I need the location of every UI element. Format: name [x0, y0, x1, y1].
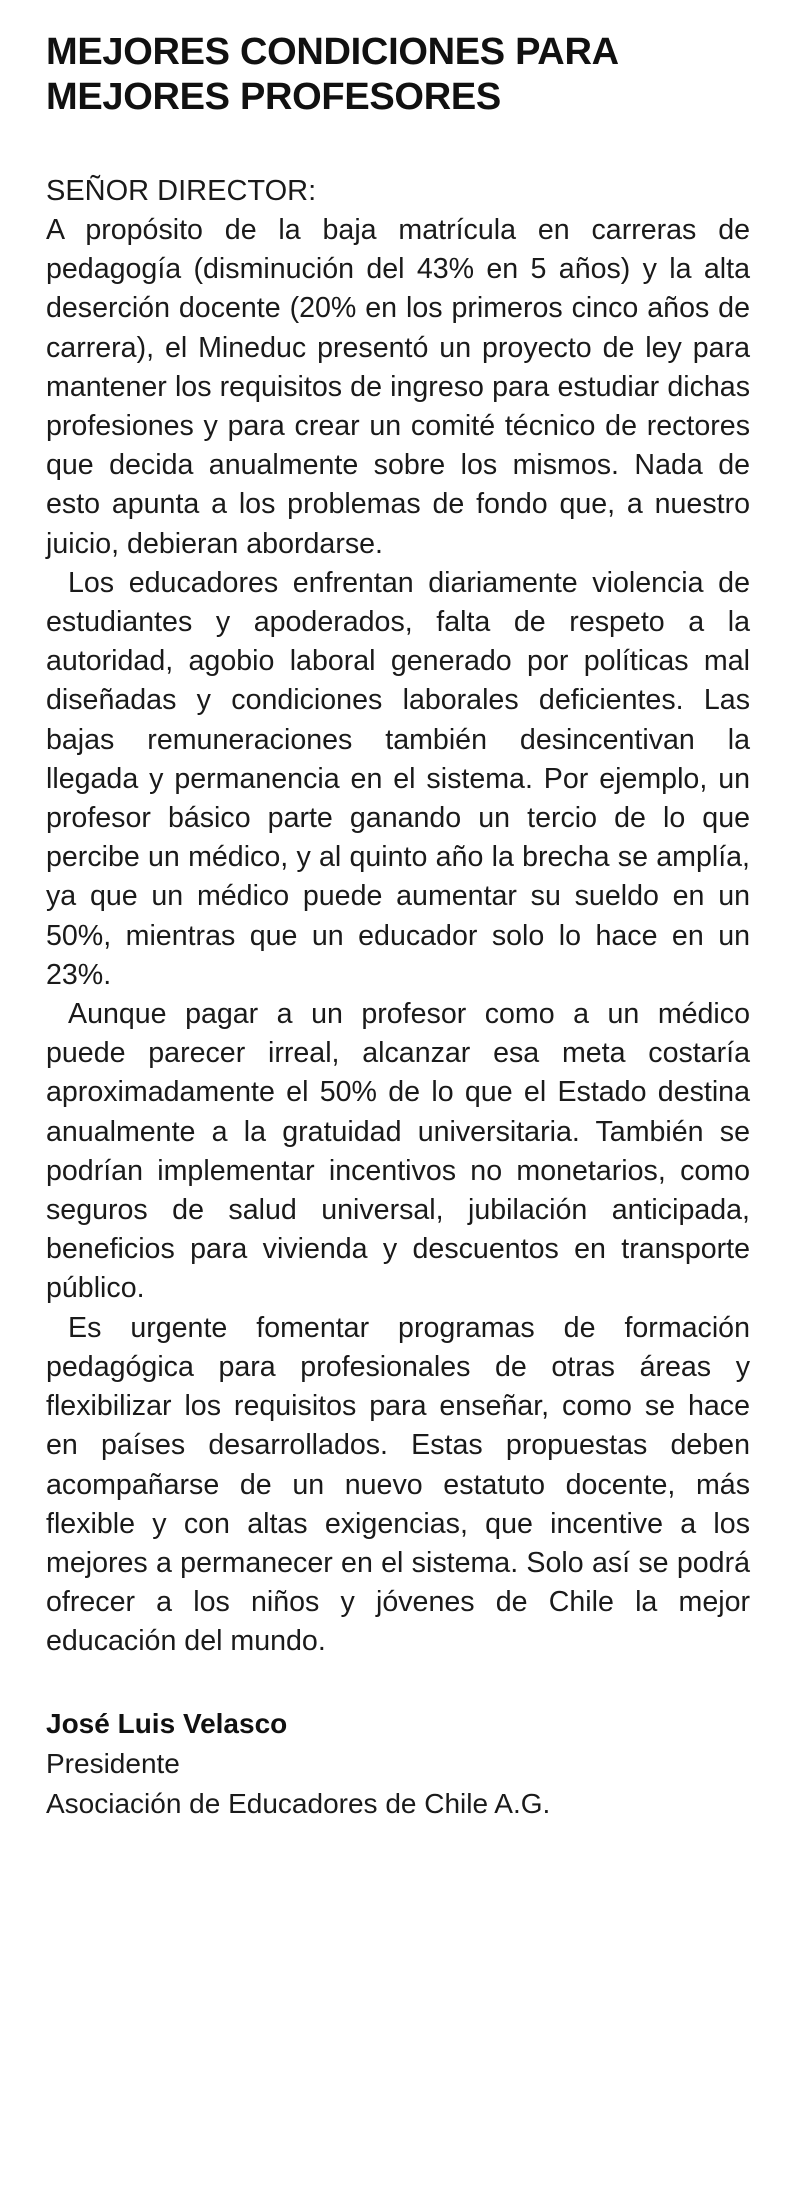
headline-line-2: MEJORES PROFESORES: [46, 76, 501, 118]
author-name: José Luis Velasco: [46, 1707, 288, 1739]
salutation: SEÑOR DIRECTOR:: [46, 175, 317, 207]
paragraph-4: Es urgente fomentar programas de formación pedagógica para profesionales de otras áreas y flexibilizar los requisitos para enseñar, como se hace en países desarrollados. Estas propuestas deben acompañarse de un nuevo estatuto docente, más flexible y con altas exigencias, que incentive a los mejores a permanecer en el sistema. Solo así se podrá ofrecer a los niños y jóvenes de Chile la mejor educación del mundo.: [46, 1311, 750, 1658]
headline: [46, 30, 750, 120]
paragraph-3: Aunque pagar a un profesor como a un médico puede parecer irreal, alcanzar esa meta costaría aproximadamente el 50% de lo que el Estado destina anualmente a la gratuidad universitaria. También se podrían implementar incentivos no monetarios, como seguros de salud universal, jubilación anticipada, beneficios para vivienda y descuentos en transporte público.: [46, 998, 750, 1305]
signature-block: [46, 1704, 750, 1824]
letter-body: [46, 211, 750, 1662]
paragraph-2: Los educadores enfrentan diariamente violencia de estudiantes y apoderados, falta de respeto a la autoridad, agobio laboral generado por políticas mal diseñadas y condiciones laborales deficientes. Las bajas remuneraciones también desincentivan la llegada y permanencia en el sistema. Por ejemplo, un profesor básico parte ganando un tercio de lo que percibe un médico, y al quinto año la brecha se amplía, ya que un médico puede aumentar su sueldo en un 50%, mientras que un educador solo lo hace en un 23%.: [46, 566, 750, 991]
author-role: Presidente: [46, 1747, 180, 1779]
author-organization: Asociación de Educadores de Chile A.G.: [46, 1787, 551, 1819]
paragraph-1: A propósito de la baja matrícula en carreras de pedagogía (disminución del 43% en 5 años) y la alta deserción docente (20% en los primeros cinco años de carrera), el Mineduc presentó un proyecto de ley para mantener los requisitos de ingreso para estudiar dichas profesiones y para crear un comité técnico de rectores que decida anualmente sobre los mismos. Nada de esto apunta a los problemas de fondo que, a nuestro juicio, debieran abordarse.: [46, 214, 750, 560]
headline-line-1: MEJORES CONDICIONES PARA: [46, 31, 619, 73]
letter-article: [46, 30, 750, 1824]
